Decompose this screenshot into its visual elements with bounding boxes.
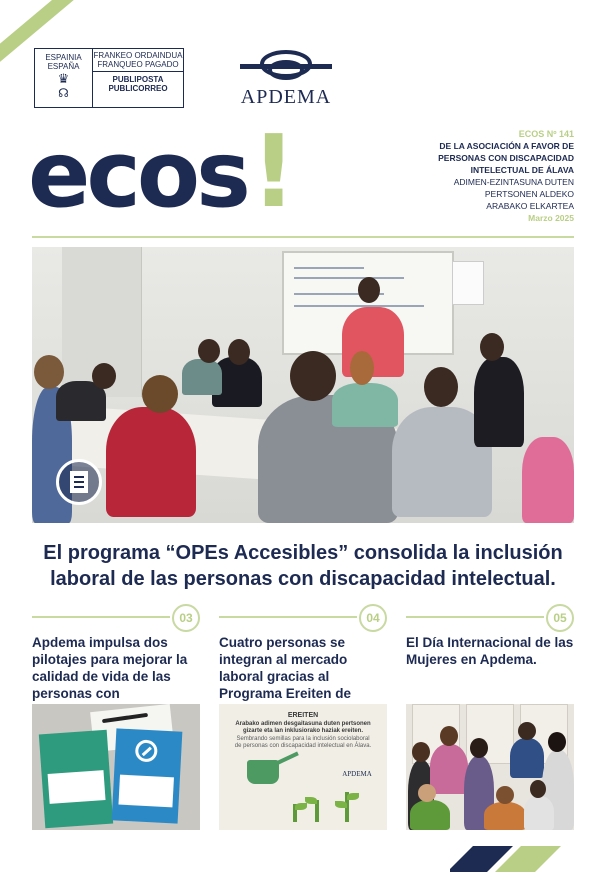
masthead-word: ecos (28, 121, 247, 228)
crown-icon: ♛ (57, 71, 70, 86)
article-title: Cuatro personas se integran al mercado laboral gracias al Programa Ereiten de (219, 635, 352, 701)
issue-info (414, 128, 574, 224)
page-number: 03 (172, 604, 200, 632)
headline-line: laboral de las personas con discapacidad intelectual. (50, 568, 556, 590)
issue-line: INTELECTUAL DE ÁLAVA (470, 165, 574, 175)
page-number: 04 (359, 604, 387, 632)
watering-can-icon (247, 760, 279, 784)
divider (32, 236, 574, 238)
masthead (28, 113, 297, 230)
postal-service-eu: PUBLIPOSTA (112, 75, 164, 84)
issue-number: ECOS Nº 141 (518, 129, 574, 139)
document-icon (56, 459, 102, 505)
postal-country-eu: ESPAINIA (45, 53, 82, 62)
article-title: El Día Internacional de las Mujeres en Apdema. (406, 635, 574, 667)
postal-franking-es: FRANQUEO PAGADO (97, 60, 179, 69)
issue-line: DE LA ASOCIACIÓN A FAVOR DE (439, 141, 574, 151)
post-horn-icon: ☊ (58, 86, 69, 100)
issue-line: PERSONAS CON DISCAPACIDAD (438, 153, 574, 163)
poster-title: EREITEN (287, 712, 319, 719)
article-1-photo (32, 704, 200, 830)
article-2-poster (219, 704, 387, 830)
article-1[interactable] (32, 604, 200, 704)
headline-line: El programa “OPEs Accesibles” consolida la inclusión (43, 542, 563, 564)
masthead-mark: ! (250, 113, 297, 230)
article-2[interactable] (219, 604, 387, 778)
postal-service-es: PUBLICORREO (108, 84, 168, 93)
article-3-photo (406, 704, 574, 830)
cover-photo (32, 247, 574, 523)
poster-line: de personas con discapacidad intelectual en Álava. (234, 743, 372, 749)
issue-line: ARABAKO ELKARTEA (486, 201, 574, 211)
postal-country-es: ESPAÑA (47, 62, 80, 71)
corner-decoration (450, 846, 570, 872)
article-title: Apdema impulsa dos pilotajes para mejorar la calidad de vida de las personas con (32, 635, 188, 701)
knot-icon (238, 50, 334, 84)
issue-date: Marzo 2025 (528, 213, 574, 223)
poster-logo: APDEMA (342, 770, 372, 778)
article-3[interactable] (406, 604, 574, 704)
apdema-name: APDEMA (240, 86, 332, 108)
issue-line: ADIMEN-EZINTASUNA DUTEN (453, 177, 574, 187)
page-number: 05 (546, 604, 574, 632)
poster-line: Arabako adimen desgaitasuna duten pertsonen (235, 721, 371, 727)
apdema-logo (238, 50, 334, 109)
poster-line: gizarte eta lan inklusiorako haziak ereiten. (242, 728, 364, 734)
postal-franking-eu: FRANKEO ORDAINDUA (93, 51, 183, 60)
postal-stamp-box (34, 48, 184, 108)
poster-line: Sembrando semillas para la inclusión sociolaboral (236, 736, 370, 742)
main-headline (30, 540, 576, 592)
issue-line: PERTSONEN ALDEKO (484, 189, 574, 199)
no-entry-icon (135, 739, 158, 762)
